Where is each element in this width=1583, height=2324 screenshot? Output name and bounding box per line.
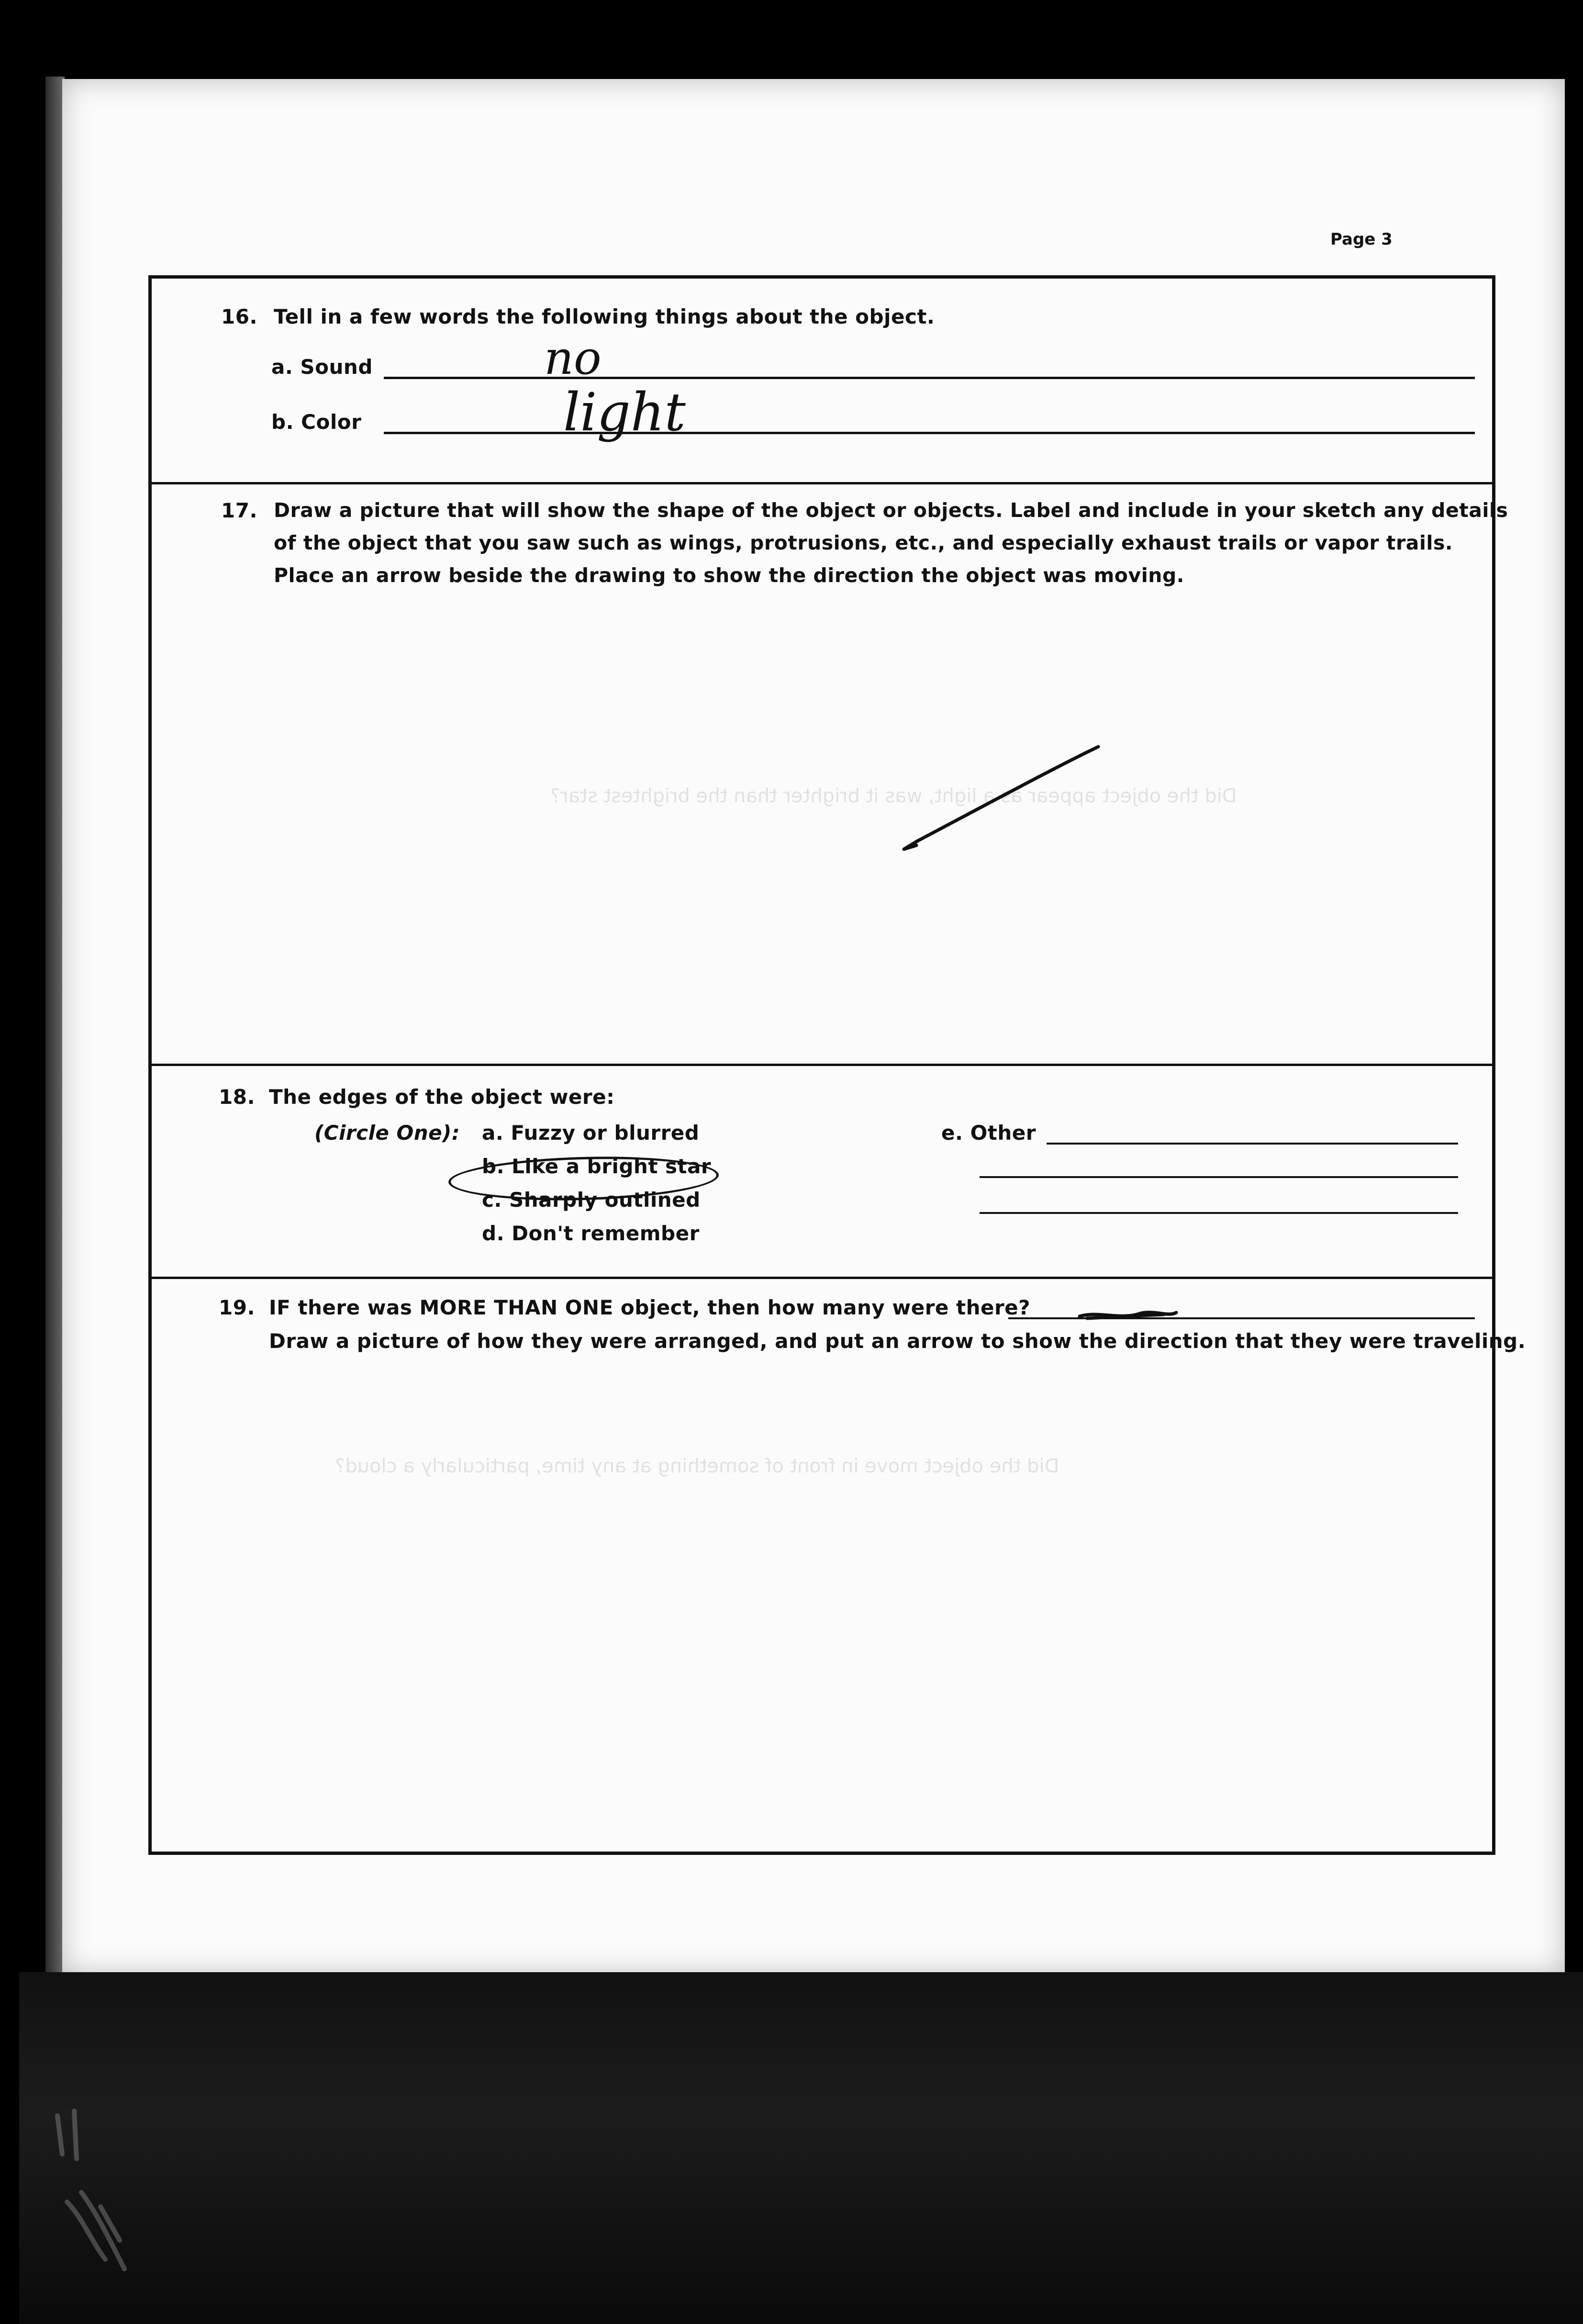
object-count-scribble — [1078, 1308, 1178, 1322]
film-edge-shadow — [45, 77, 65, 1972]
question-16-number: 16. — [221, 305, 257, 328]
question-17-line-2: of the object that you saw such as wings, protrusions, etc., and especially exhaust trails or vapor trails. — [274, 531, 1453, 554]
circle-one-instruction: (Circle One): — [314, 1121, 460, 1145]
edge-option-c: c. Sharply outlined — [482, 1188, 701, 1212]
question-17-section — [152, 484, 1508, 1066]
other-answer-line-3 — [980, 1212, 1458, 1214]
question-16-prompt: Tell in a few words the following things about the object. — [274, 305, 935, 328]
question-17-number: 17. — [221, 499, 257, 522]
question-18-number: 18. — [219, 1085, 255, 1109]
object-trail-sketch — [889, 743, 1109, 858]
question-18-prompt: The edges of the object were: — [269, 1085, 615, 1109]
trail-stroke — [904, 747, 1098, 849]
question-17-line-1: Draw a picture that will show the shape of the object or objects. Label and include in your sketch any details — [274, 499, 1508, 522]
bleed-through-text-1: Did the object move in front of something at any time, particularly a cloud? — [335, 1455, 1059, 1477]
page-number: Page 3 — [1330, 230, 1393, 249]
question-19-number: 19. — [219, 1296, 255, 1319]
other-label: e. Other — [941, 1121, 1036, 1145]
question-19-line-1: IF there was MORE THAN ONE object, then how many were there? — [269, 1296, 1031, 1319]
question-19-section — [152, 1279, 1526, 1852]
edge-option-d: d. Don't remember — [482, 1222, 700, 1245]
question-17-line-3: Place an arrow beside the drawing to show the direction the object was moving. — [274, 564, 1184, 587]
sound-answer-handwritten: no — [544, 331, 602, 385]
bleed-through-text-2: Did the object appear as a light, was it brighter than the brightest star? — [550, 785, 1237, 807]
question-18-section — [152, 1066, 1492, 1279]
film-lower-margin — [19, 1972, 1583, 2324]
edge-option-b: b. Like a bright star — [482, 1155, 712, 1178]
edge-option-a: a. Fuzzy or blurred — [482, 1121, 700, 1145]
color-answer-line — [384, 432, 1475, 434]
questionnaire-form — [148, 275, 1526, 1855]
color-answer-handwritten: light — [563, 382, 686, 443]
film-edge-marking — [48, 2097, 144, 2279]
question-16-section — [152, 279, 1492, 484]
sound-label: a. Sound — [271, 355, 373, 379]
question-19-line-2: Draw a picture of how they were arranged, and put an arrow to show the direction that they were traveling. — [269, 1329, 1526, 1353]
color-label: b. Color — [271, 410, 362, 434]
other-answer-line-1 — [1047, 1143, 1458, 1145]
other-answer-line-2 — [980, 1176, 1458, 1178]
